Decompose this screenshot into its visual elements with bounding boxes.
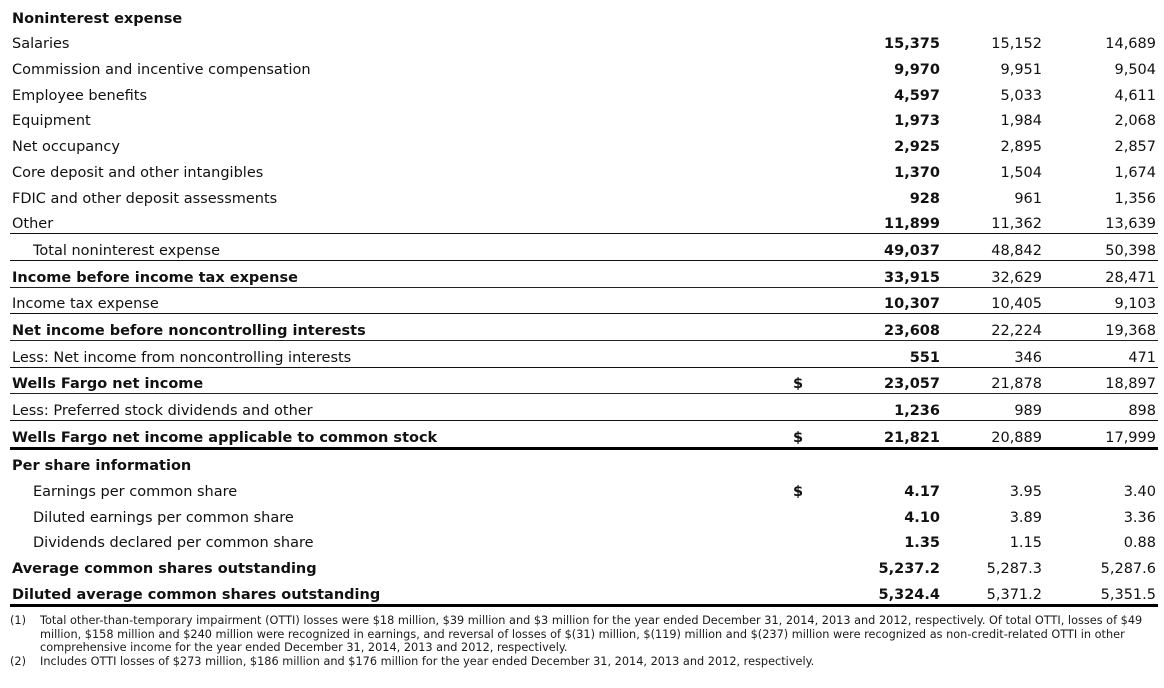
- value-2012: 9,103: [1044, 287, 1158, 314]
- row-label: Employee benefits: [12, 87, 148, 104]
- row-label: Net income before noncontrolling interests: [10, 314, 770, 341]
- income-statement: [10, 2, 1158, 607]
- value-2013: 3.95: [1009, 484, 1042, 501]
- value-2012: [1044, 448, 1158, 475]
- row-label: Dividends declared per common share: [33, 535, 314, 552]
- value-2014: 23,608: [826, 314, 942, 341]
- value-2013: 15,152: [991, 36, 1042, 53]
- table-row: [10, 367, 1158, 394]
- table-row: [10, 234, 1158, 261]
- value-2012: 0.88: [1123, 535, 1156, 552]
- value-2012: 9,504: [1114, 62, 1156, 79]
- currency-symbol: [770, 156, 826, 182]
- value-2012: 50,398: [1044, 234, 1158, 261]
- value-2012: 2,068: [1114, 113, 1156, 130]
- row-label: Less: Net income from noncontrolling interests: [10, 340, 770, 367]
- row-label: Salaries: [12, 36, 70, 53]
- value-2014: 4.10: [904, 509, 940, 526]
- footnote-text: Total other-than-temporary impairment (OTTI) losses were $18 million, $39 million and $3 million for the year ended December 31, 2014, 2013 and 2012, respectively. Of total OTTI, losses of $49 million, $158 million and $240 million were recognized in earnings, and reversal of losses of $(31) million, $(119) million and $(237) million were recognized as non-credit-related OTTI in other comprehensive income for the year ended December 31, 2014, 2013 and 2012, respectively.: [40, 614, 1143, 655]
- value-2012: 1,674: [1114, 164, 1156, 181]
- currency-symbol: [770, 260, 826, 287]
- table-row: [10, 130, 1158, 156]
- footnote-text: Includes OTTI losses of $273 million, $186 million and $176 million for the year ended December 31, 2014, 2013 and 2012, respectively.: [40, 654, 815, 668]
- value-2014: [826, 448, 942, 475]
- table-row: [10, 421, 1158, 449]
- footnote-number: (1): [10, 614, 27, 627]
- footnotes: [10, 614, 1150, 668]
- value-2014: 1,236: [826, 394, 942, 421]
- value-2012: 5,351.5: [1044, 578, 1158, 605]
- row-label: Commission and incentive compensation: [12, 62, 311, 79]
- value-2014: 1.35: [904, 535, 940, 552]
- currency-symbol: [770, 234, 826, 261]
- currency-symbol: $: [770, 367, 826, 394]
- value-2014: 21,821: [826, 421, 942, 449]
- table-row: [10, 448, 1158, 475]
- value-2014: 49,037: [826, 234, 942, 261]
- table-row: [10, 208, 1158, 234]
- value-2012: 3.40: [1123, 484, 1156, 501]
- currency-symbol: [770, 340, 826, 367]
- currency-symbol: [770, 2, 826, 28]
- value-2013: 346: [942, 340, 1044, 367]
- value-2013: 5,287.3: [986, 561, 1042, 578]
- table-row: [10, 527, 1158, 553]
- value-2012: 17,999: [1044, 421, 1158, 449]
- value-2013: 2,895: [1000, 139, 1042, 156]
- currency-symbol: [770, 394, 826, 421]
- value-2014: 23,057: [826, 367, 942, 394]
- row-label: Noninterest expense: [12, 10, 183, 27]
- table-row: [10, 552, 1158, 578]
- row-label: Diluted average common shares outstanding: [10, 578, 770, 605]
- row-label: Total noninterest expense: [10, 234, 770, 261]
- table-row: [10, 287, 1158, 314]
- row-label: Core deposit and other intangibles: [12, 164, 264, 181]
- value-2013: 20,889: [942, 421, 1044, 449]
- table-row: [10, 2, 1158, 28]
- value-2014: 5,237.2: [878, 561, 940, 578]
- table-row: [10, 475, 1158, 501]
- table-row: [10, 53, 1158, 79]
- value-2013: 961: [1014, 190, 1042, 207]
- value-2013: 5,033: [1000, 87, 1042, 104]
- value-2014: 4.17: [904, 484, 940, 501]
- value-2013: 11,362: [942, 208, 1044, 234]
- table-row: [10, 340, 1158, 367]
- value-2013: 10,405: [942, 287, 1044, 314]
- row-label: Income before income tax expense: [10, 260, 770, 287]
- value-2014: 15,375: [884, 36, 940, 53]
- currency-symbol: [770, 79, 826, 105]
- currency-symbol: $: [770, 421, 826, 449]
- table-row: [10, 314, 1158, 341]
- value-2013: [942, 2, 1044, 28]
- value-2012: 18,897: [1044, 367, 1158, 394]
- currency-symbol: [770, 53, 826, 79]
- value-2014: [826, 2, 942, 28]
- currency-symbol: [770, 314, 826, 341]
- footnote-1: [10, 614, 1150, 655]
- value-2014: 11,899: [826, 208, 942, 234]
- table-row: [10, 28, 1158, 54]
- value-2012: 19,368: [1044, 314, 1158, 341]
- row-label: Earnings per common share: [33, 484, 238, 501]
- value-2014: 928: [909, 190, 940, 207]
- table-row: [10, 182, 1158, 208]
- row-label: FDIC and other deposit assessments: [12, 190, 278, 207]
- table-row: [10, 260, 1158, 287]
- value-2013: 48,842: [942, 234, 1044, 261]
- row-label: Wells Fargo net income applicable to common stock: [10, 421, 770, 449]
- value-2012: 471: [1044, 340, 1158, 367]
- table-row: [10, 156, 1158, 182]
- currency-symbol: [770, 105, 826, 131]
- currency-symbol: [770, 552, 826, 578]
- value-2013: 1,984: [1000, 113, 1042, 130]
- value-2012: [1044, 2, 1158, 28]
- row-label: Diluted earnings per common share: [33, 509, 294, 526]
- value-2013: [942, 448, 1044, 475]
- row-label: Wells Fargo net income: [10, 367, 770, 394]
- noninterest-expense-table: [10, 2, 1158, 607]
- row-label: Net occupancy: [12, 139, 120, 156]
- value-2013: 21,878: [942, 367, 1044, 394]
- value-2012: 5,287.6: [1100, 561, 1156, 578]
- value-2012: 898: [1044, 394, 1158, 421]
- value-2013: 3.89: [1009, 509, 1042, 526]
- value-2012: 14,689: [1105, 36, 1156, 53]
- currency-symbol: [770, 287, 826, 314]
- value-2012: 4,611: [1114, 87, 1156, 104]
- value-2014: 2,925: [894, 139, 940, 156]
- currency-symbol: [770, 130, 826, 156]
- currency-symbol: [770, 28, 826, 54]
- footnote-number: (2): [10, 654, 27, 668]
- value-2013: 9,951: [1000, 62, 1042, 79]
- value-2014: 5,324.4: [826, 578, 942, 605]
- value-2013: 1.15: [1009, 535, 1042, 552]
- row-label: Equipment: [12, 113, 91, 130]
- table-row: [10, 578, 1158, 605]
- table-body: [10, 2, 1158, 605]
- value-2013: 1,504: [1000, 164, 1042, 181]
- value-2013: 989: [942, 394, 1044, 421]
- value-2012: 1,356: [1114, 190, 1156, 207]
- currency-symbol: [770, 448, 826, 475]
- table-row: [10, 501, 1158, 527]
- value-2014: 9,970: [894, 62, 940, 79]
- value-2013: 22,224: [942, 314, 1044, 341]
- value-2012: 3.36: [1123, 509, 1156, 526]
- value-2013: 5,371.2: [942, 578, 1044, 605]
- currency-symbol: $: [792, 484, 804, 501]
- row-label: Income tax expense: [10, 287, 770, 314]
- row-label: Average common shares outstanding: [12, 561, 317, 578]
- value-2014: 33,915: [826, 260, 942, 287]
- table-row: [10, 394, 1158, 421]
- value-2012: 13,639: [1044, 208, 1158, 234]
- footnote-2: [10, 655, 1150, 669]
- value-2012: 28,471: [1044, 260, 1158, 287]
- table-row: [10, 105, 1158, 131]
- value-2014: 1,973: [894, 113, 940, 130]
- row-label: Less: Preferred stock dividends and other: [10, 394, 770, 421]
- value-2014: 1,370: [894, 164, 940, 181]
- value-2014: 10,307: [826, 287, 942, 314]
- value-2012: 2,857: [1114, 139, 1156, 156]
- table-row: [10, 79, 1158, 105]
- currency-symbol: [770, 527, 826, 553]
- value-2014: 4,597: [894, 87, 940, 104]
- currency-symbol: [770, 182, 826, 208]
- row-label: Per share information: [12, 458, 192, 475]
- value-2013: 32,629: [942, 260, 1044, 287]
- row-label: Other: [10, 208, 770, 234]
- currency-symbol: [770, 208, 826, 234]
- currency-symbol: [770, 578, 826, 605]
- value-2014: 551: [826, 340, 942, 367]
- currency-symbol: [770, 501, 826, 527]
